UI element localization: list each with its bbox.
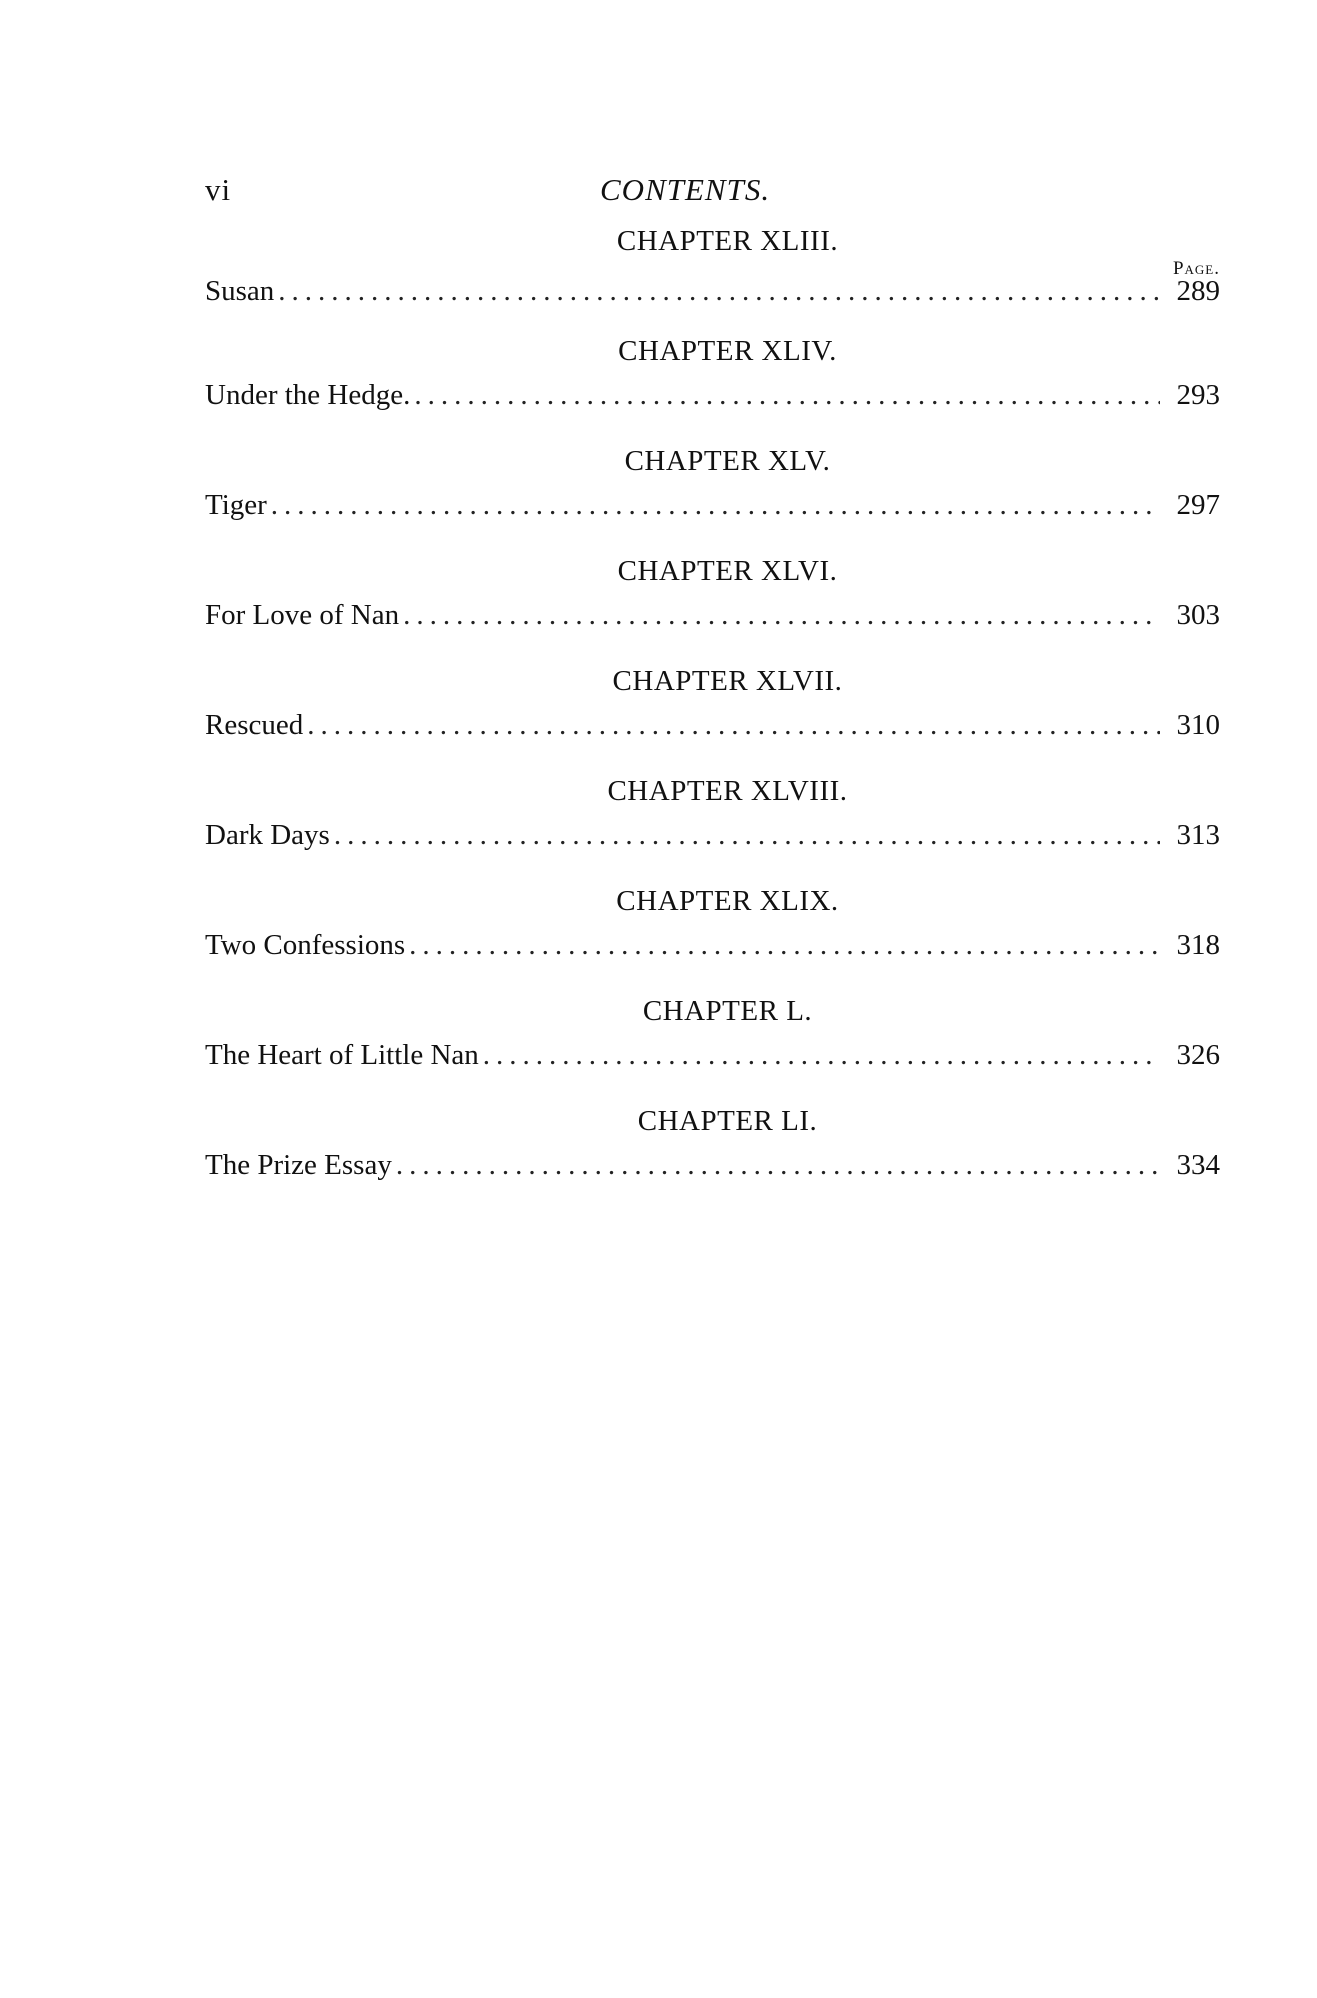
dot-leader (307, 704, 1160, 746)
dot-leader (414, 374, 1160, 416)
entry-title: Under the Hedge. (205, 379, 411, 411)
dot-leader (483, 1034, 1160, 1076)
entry-page-number: 303 (1176, 599, 1220, 631)
toc-entry[interactable] (205, 922, 1220, 990)
entry-title: The Heart of Little Nan (205, 1039, 479, 1071)
chapter-block (205, 440, 1220, 550)
toc-entry[interactable] (205, 1142, 1220, 1210)
chapter-heading: CHAPTER LI. (637, 1105, 818, 1137)
toc-entry[interactable] (205, 262, 1220, 330)
entry-title: For Love of Nan (205, 599, 400, 631)
running-head (205, 160, 1220, 220)
entry-page-number: 313 (1176, 819, 1220, 851)
toc-entry[interactable] (205, 702, 1220, 770)
entry-page-number: 310 (1176, 709, 1220, 741)
entry-title: Dark Days (205, 819, 330, 851)
chapter-block (205, 660, 1220, 770)
entry-page-number: 326 (1176, 1039, 1220, 1071)
contents-page (205, 160, 1220, 1210)
page-title: CONTENTS. (600, 172, 771, 207)
chapter-block (205, 550, 1220, 660)
chapter-block (205, 990, 1220, 1100)
chapter-heading: CHAPTER XLV. (624, 445, 831, 477)
chapter-heading: CHAPTER XLIX. (616, 885, 839, 917)
entry-page-number: 334 (1176, 1149, 1220, 1181)
chapter-heading: CHAPTER XLVIII. (607, 775, 848, 807)
chapter-heading: CHAPTER XLIV. (618, 335, 837, 367)
toc-entry[interactable] (205, 372, 1220, 440)
toc-entry[interactable] (205, 592, 1220, 660)
entry-title: Two Confessions (205, 929, 406, 961)
entry-title: Tiger (205, 489, 267, 521)
entry-page-number: 297 (1176, 489, 1220, 521)
chapter-block (205, 220, 1220, 330)
chapter-heading: CHAPTER XLIII. (616, 225, 839, 257)
toc-entry[interactable] (205, 1032, 1220, 1100)
entry-page-number: 289 (1176, 275, 1220, 307)
toc-entry[interactable] (205, 482, 1220, 550)
dot-leader (403, 594, 1160, 636)
dot-leader (409, 924, 1160, 966)
toc-entry[interactable] (205, 812, 1220, 880)
page-column-label: Page. (1172, 258, 1220, 279)
chapter-block (205, 1100, 1220, 1210)
dot-leader (396, 1144, 1160, 1186)
chapter-heading: CHAPTER L. (642, 995, 813, 1027)
entry-page-number: 318 (1176, 929, 1220, 961)
entry-title: The Prize Essay (205, 1149, 392, 1181)
chapter-heading: CHAPTER XLVII. (612, 665, 843, 697)
dot-leader (278, 270, 1160, 312)
chapter-block (205, 880, 1220, 990)
dot-leader (271, 484, 1160, 526)
dot-leader (334, 814, 1160, 856)
page-number: vi (205, 172, 232, 207)
chapter-block (205, 330, 1220, 440)
entry-title: Susan (205, 275, 275, 307)
entry-page-number: 293 (1176, 379, 1220, 411)
chapter-block (205, 770, 1220, 880)
chapter-heading: CHAPTER XLVI. (617, 555, 838, 587)
entry-title: Rescued (205, 709, 304, 741)
